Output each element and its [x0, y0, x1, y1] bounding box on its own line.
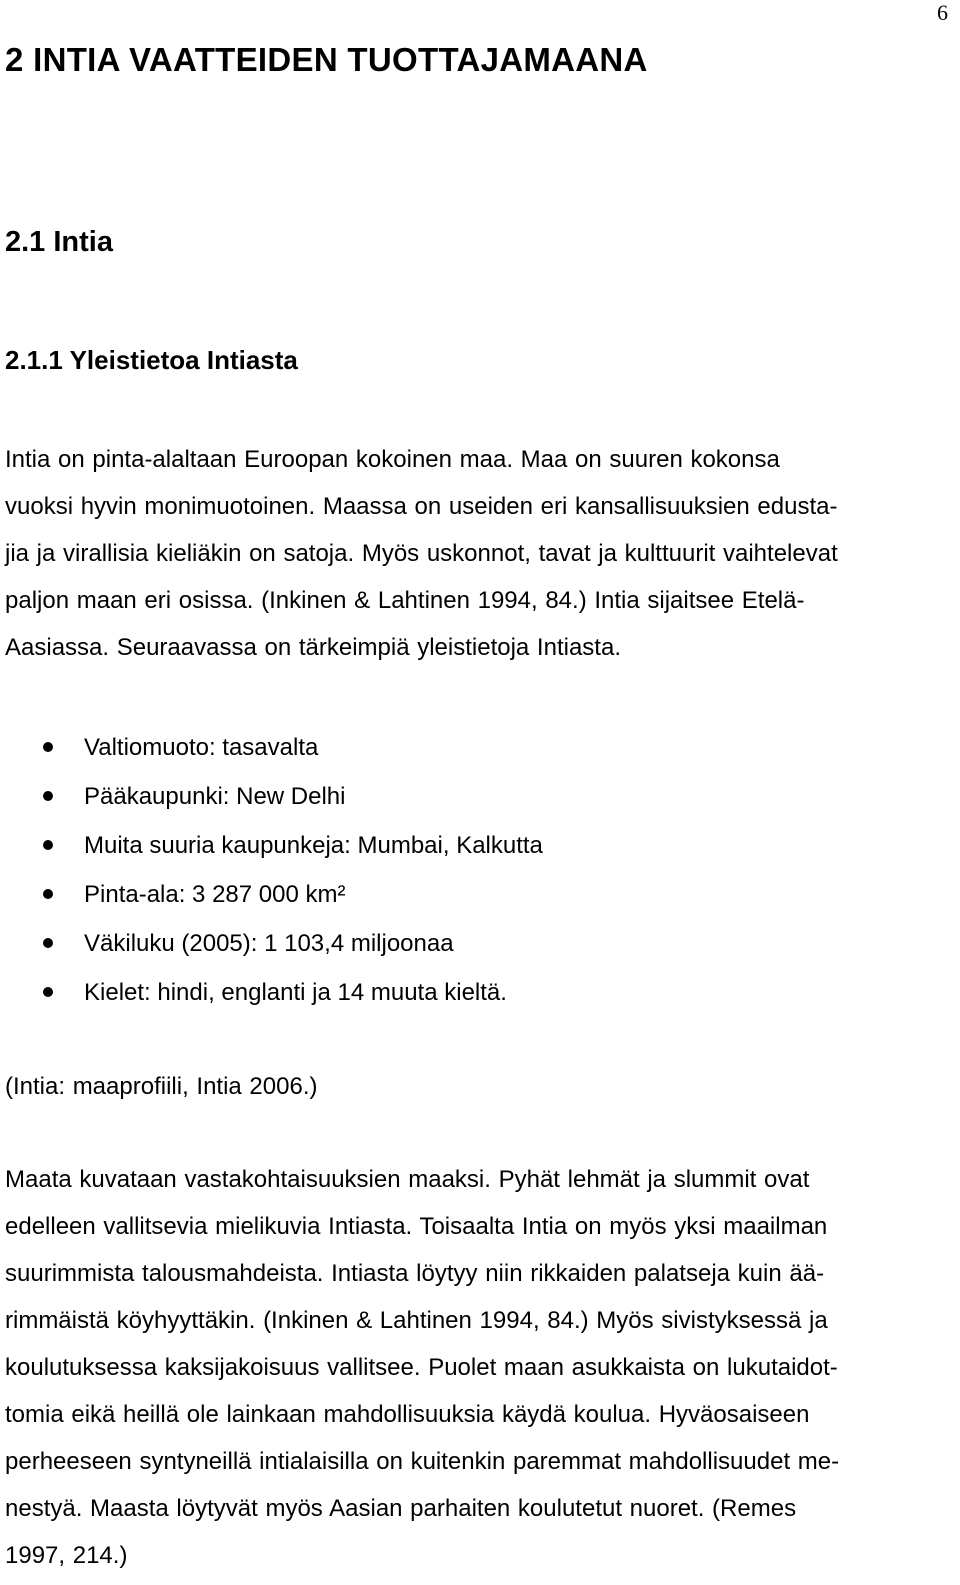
- list-item: [0, 968, 543, 1017]
- fact-text: Pinta-ala: 3 287 000 km²: [84, 881, 346, 908]
- list-item: [0, 772, 543, 821]
- fact-text: Pääkaupunki: New Delhi: [84, 783, 346, 810]
- section-heading: 2.1 Intia: [5, 226, 113, 258]
- paragraph-line: koulutuksessa kaksijakoisuus vallitsee. Puolet maan asukkaista on lukutaidot-: [5, 1354, 838, 1381]
- fact-text: Väkiluku (2005): 1 103,4 miljoonaa: [84, 930, 454, 957]
- list-item: [0, 723, 543, 772]
- list-item: [0, 870, 543, 919]
- bullet-icon: [43, 742, 53, 752]
- bullet-icon: [43, 840, 53, 850]
- paragraph-line: 1997, 214.): [5, 1542, 128, 1569]
- source-note: [5, 1063, 950, 1110]
- fact-text: Muita suuria kaupunkeja: Mumbai, Kalkutta: [84, 832, 543, 859]
- list-item: [0, 919, 543, 968]
- chapter-heading: 2 INTIA VAATTEIDEN TUOTTAJAMAANA: [5, 41, 648, 78]
- paragraph-line: rimmäistä köyhyyttäkin. (Inkinen & Lahtinen 1994, 84.) Myös sivistyksessä ja: [5, 1307, 828, 1334]
- intro-paragraph: [5, 436, 950, 671]
- fact-text: Kielet: hindi, englanti ja 14 muuta kieltä.: [84, 979, 507, 1006]
- page-number: 6: [937, 0, 948, 25]
- paragraph-line: paljon maan eri osissa. (Inkinen & Lahtinen 1994, 84.) Intia sijaitsee Etelä-: [5, 587, 805, 614]
- source-line: (Intia: maaprofiili, Intia 2006.): [5, 1073, 318, 1100]
- body-paragraph: [5, 1156, 950, 1579]
- paragraph-line: perheeseen syntyneillä intialaisilla on kuitenkin paremmat mahdollisuudet me-: [5, 1448, 840, 1475]
- paragraph-line: tomia eikä heillä ole lainkaan mahdollisuuksia käydä koulua. Hyväosaiseen: [5, 1401, 810, 1428]
- paragraph-line: Intia on pinta-alaltaan Euroopan kokoinen maa. Maa on suuren kokonsa: [5, 446, 780, 473]
- facts-list: [0, 723, 543, 1017]
- fact-text: Valtiomuoto: tasavalta: [84, 734, 319, 761]
- paragraph-line: Maata kuvataan vastakohtaisuuksien maaksi. Pyhät lehmät ja slummit ovat: [5, 1166, 810, 1193]
- bullet-icon: [43, 987, 53, 997]
- paragraph-line: nestyä. Maasta löytyvät myös Aasian parhaiten koulutetut nuoret. (Remes: [5, 1495, 797, 1522]
- subsection-heading: 2.1.1 Yleistietoa Intiasta: [5, 345, 298, 375]
- list-item: [0, 821, 543, 870]
- paragraph-line: jia ja virallisia kieliäkin on satoja. Myös uskonnot, tavat ja kulttuurit vaihtelevat: [5, 540, 838, 567]
- paragraph-line: Aasiassa. Seuraavassa on tärkeimpiä yleistietoja Intiasta.: [5, 634, 621, 661]
- bullet-icon: [43, 938, 53, 948]
- paragraph-line: suurimmista talousmahdeista. Intiasta löytyy niin rikkaiden palatseja kuin ää-: [5, 1260, 825, 1287]
- paragraph-line: vuoksi hyvin monimuotoinen. Maassa on useiden eri kansallisuuksien edusta-: [5, 493, 838, 520]
- bullet-icon: [43, 791, 53, 801]
- bullet-icon: [43, 889, 53, 899]
- paragraph-line: edelleen vallitsevia mielikuvia Intiasta. Toisaalta Intia on myös yksi maailman: [5, 1213, 828, 1240]
